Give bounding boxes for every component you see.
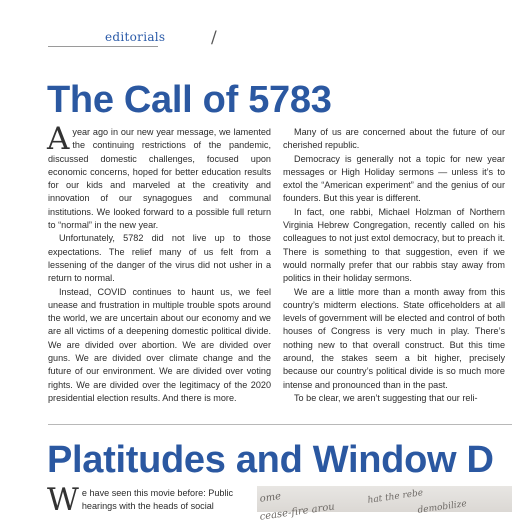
- article-title: The Call of 5783: [47, 79, 332, 121]
- section-tag: [48, 28, 217, 52]
- paragraph: Many of us are concerned about the future of our cherished republic.: [283, 127, 505, 151]
- paragraph: We are a little more than a month away from this country’s midterm elections. State officeholders at all levels of government will be elected and control of both houses of Congress is very much in play. There’s nothing new to that overall construct. But this time around, the stakes seem a bit higher, precisely because our country’s political divide is so much more intense and pronounced than in the past.: [283, 286, 505, 390]
- photo-text: ome: [259, 491, 282, 505]
- paragraph: In fact, one rabbi, Michael Holzman of Northern Virginia Hebrew Congregation, recently called on his colleagues to not just extol democracy, but to preach it. There is something to that suggestion, even if we would normally prefer that our rabbis stay away from politics in their holiday sermons.: [283, 206, 505, 284]
- section-label: editorials: [105, 30, 166, 44]
- paragraph: We have seen this movie before: Public hearings with the heads of social: [47, 482, 234, 518]
- paragraph: To be clear, we aren’t suggesting that our reli-: [294, 392, 478, 403]
- article-column-1: [47, 121, 271, 405]
- article-divider: [48, 424, 512, 425]
- article-column-2: [283, 126, 505, 405]
- article-photo: [257, 486, 512, 523]
- paragraph: Unfortunately, 5782 did not live up to those expectations. The relief many of us felt from a lessening of the danger of the virus did not usher in a return to normal.: [48, 233, 271, 284]
- drop-cap: A: [47, 121, 70, 157]
- section-slash: /: [211, 28, 217, 48]
- paragraph: Ayear ago in our new year message, we lamented the continuing restrictions of the pandemic, discussed domestic challenges, focused upon economic concerns, hoped for better education results for our kids and marveled at the creativity and innovation of our synagogues and communal institutions. We looked forward to a possible full return to “normal” in the new year.: [47, 121, 271, 231]
- photo-text: cease-fire arou: [259, 501, 336, 523]
- section-rule: [48, 46, 158, 47]
- article-2-body: [47, 482, 246, 518]
- photo-text: hat the rebe: [367, 488, 424, 506]
- photo-text: demobilize: [417, 499, 468, 516]
- drop-cap: W: [47, 482, 79, 518]
- paragraph: Democracy is generally not a topic for new year messages or High Holiday sermons — unless it’s to extol the “American experiment” and the genius of our founders. But this year is different.: [283, 153, 505, 204]
- article-title: Platitudes and Window D: [47, 439, 494, 481]
- paragraph: Instead, COVID continues to haunt us, we feel unease and frustration in multiple trouble spots around the world, we are uncertain about our economy and we are all victims of a deepening domestic political divide. We are divided over abortion. We are divided over guns. We are divided over climate change and the future of our environment. We are divided over voting rights. We are divided over the legitimacy of the 2020 presidential election results. And there is more.: [48, 286, 271, 403]
